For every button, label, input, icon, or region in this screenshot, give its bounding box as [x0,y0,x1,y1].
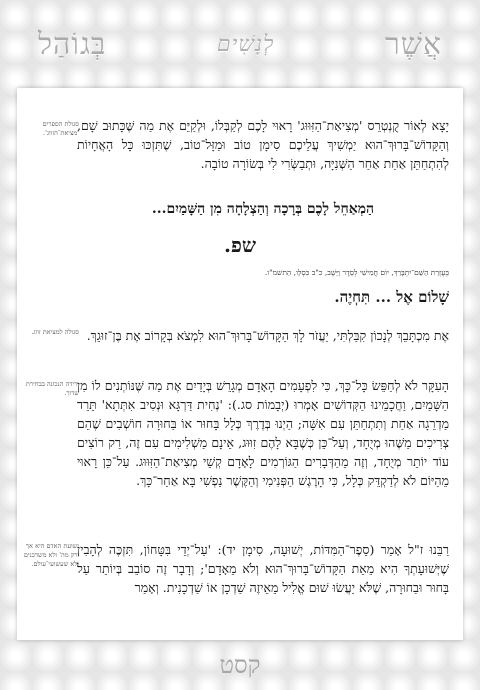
section-divider: שפ. [223,233,256,257]
book-header [0,0,480,88]
paragraph-2-side-note: ירידה הנכונה בבחירת שדוך. [25,380,79,397]
header-title-right: אֲשֶׁר [385,26,442,62]
header-title-left: בְּגוֹהַל [38,26,107,62]
intro-paragraph: יָצָא לְאוֹר קֻנְטְרֵס 'מְצִיאַת־הַזִּוּוּג' רָאוּי לָכֶם לְקַבְּלוֹ, וּלְקַיֵּם אֶת מַה שֶּׁכָּתוּב שָׁם, וְהַקָּדוֹשׁ־בָּרוּךְ־הוּא יַמְשִׁיךְ עֲלֵיכֶם סִימָן טוֹב וּמַזָּל־טוֹב, שֶׁתִּזְכּוּ כָּל הָאֲחָיוֹת לְהִתְחַתֵּן אַחַת אַחַר הַשְּׁנִיָּה, וּתְבַשְּׂרִי לִי בְּשׂוֹרָה טוֹבָה. [77,118,449,171]
paragraph-3-side-note: ישועת האדם היא אך ורק מה' ולא משדכנים ולא שעשועי־עולם. [23,542,79,568]
paragraph-1-side-note: סגולה למציאת זווג. [31,328,79,336]
paragraph-1: אֶת מִכְתָּבֵךְ לְנָכוֹן קִבַּלְתִּי, יַעֲזֹר לָךְ הַקָּדוֹשׁ־בָּרוּךְ־הוּא לִמְצֹא בְּקָרוֹב אֶת בֶּן־זוּגֵךְ. [86,328,449,343]
header-title-center: לְנָשִׁים [216,32,275,57]
blessing-line: הַמְאַחֵל לָכֶם בְּרָכָה וְהַצְלָחָה מִן הַשָּׁמַיִם... [151,201,375,217]
letter-dateline: בְּעֶזְרַת הַשֵּׁם־יִתְבָּרַךְ, יוֹם חֲמִישִׁי לְסֵדֶר וַיֵּשֶׁב, כ"ב כִּסְלֵו, הַתשמ"ו. [264,268,449,277]
page-content [17,88,463,640]
paragraph-2: הָעִקָּר לֹא לְחַפֵּשׂ כָּל־כָּךְ, כִּי לִפְעָמִים הָאָדָם מְגָרֵשׁ בְּיָדַיִם אֶת מַה שֶּׁנּוֹתְנִים לוֹ מִן הַשָּׁמַיִם, וַחֲכָמֵינוּ הַקְּדוֹשִׁים אָמְרוּ (יְבָמוֹת סג.): 'נְחִית דַּרְגָּא וּנְסִיב אִתְּתָא' תֵּרֵד מַדְרֵגָה אַחַת וְתִתְחַתֵּן עִם אִשָּׁה; הַיְנוּ בְּדֶרֶךְ כְּלָל בָּחוּר אוֹ בַּחוּרָה חוֹשְׁבִים שֶׁהֵם צְרִיכִים מַשֶּׁהוּ מְיֻחָד, וְעַל־כֵּן כְּשֶׁבָּא לָהֶם זִוּוּג, אֵינָם מַשְׁלִימִים עִם זֶה, רַק רוֹצִים עוֹד יוֹתֵר מְיֻחָד, וְזֶה מֵהַדְּבָרִים הַגּוֹרְמִים לָאָדָם קְשֵׁי מְצִיאַת־הַזִּוּוּג. עַל־כֵּן רָאוּי מֵהַיּוֹם לֹא לְדַקְדֵּק כְּלָל, כִּי הָרֶגֶשׁ הַפְּנִימִי וְהַקֶּשֶׁר נַפְשִׁי בָּא אַחַר־כָּךְ. [77,378,449,488]
intro-side-note: סגולת הספרים 'מציאת־הזווג'. [42,120,79,137]
letter-greeting: שָׁלוֹם אֶל ... תִּחְיֶה. [334,288,449,306]
paragraph-3: רַבֵּנוּ ז"ל אָמַר (סֵפֶר־הַמִּדּוֹת, יְשׁוּעָה, סִימָן יד): 'עַל־יְדֵי בִּטָּחוֹן, תִּזְכֶּה לְהָבִין שֶׁיְּשׁוּעָתְךָ הִיא מֵאֵת הַקָּדוֹשׁ־בָּרוּךְ־הוּא וְלֹא מֵאָדָם'; וְדָבָר זֶה סוֹבֵב בְּיוֹתֵר עַל בָּחוּר וּבַחוּרָה, שֶׁלֹּא יַעֲשׂוּ שׁוּם אֱלִיל מֵאֵיזֶה שַׁדְכָן אוֹ שַׁדְכָנִית. וְאָמַר [77,542,449,595]
page-number: קסט [219,651,261,679]
